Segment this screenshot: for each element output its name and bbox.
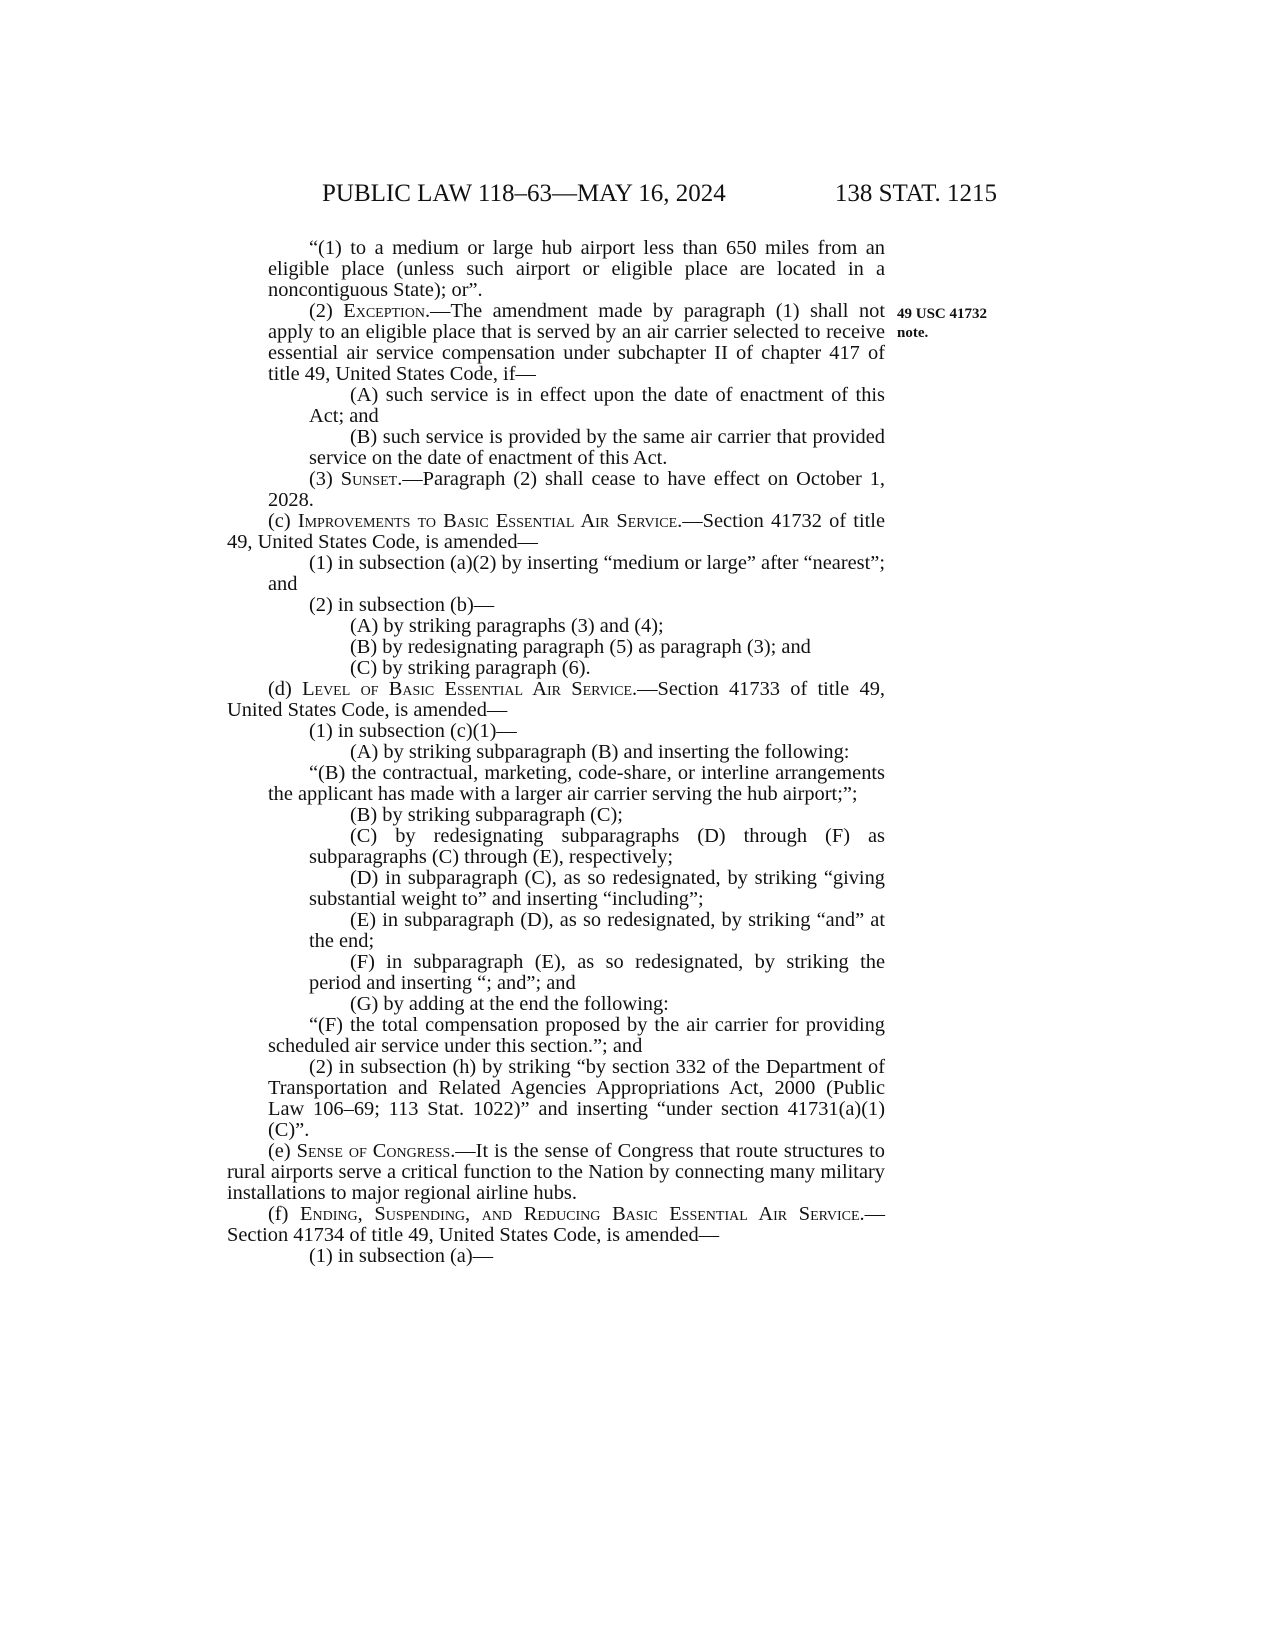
heading-text: Improvements to Basic Essential Air Service bbox=[297, 510, 678, 532]
heading-text: Sense of Congress bbox=[296, 1140, 451, 1162]
paragraph bbox=[227, 805, 885, 826]
document-body bbox=[227, 238, 885, 1267]
paragraph-text: (e) bbox=[268, 1140, 297, 1162]
paragraph-text: (B) by redesignating paragraph (5) as paragraph (3); and bbox=[350, 636, 811, 658]
running-header bbox=[0, 180, 1275, 214]
paragraph bbox=[227, 763, 885, 805]
paragraph bbox=[227, 826, 885, 868]
heading-text: Level of Basic Essential Air Service bbox=[302, 678, 633, 700]
paragraph bbox=[227, 1015, 885, 1057]
margin-note bbox=[897, 305, 987, 343]
paragraph bbox=[227, 910, 885, 952]
paragraph bbox=[227, 868, 885, 910]
page-number: 138 STAT. 1215 bbox=[834, 180, 997, 207]
paragraph bbox=[227, 679, 885, 721]
paragraph-text: (2) in subsection (b)— bbox=[309, 594, 495, 616]
paragraph bbox=[227, 1246, 885, 1267]
paragraph bbox=[227, 952, 885, 994]
paragraph-text: (3) bbox=[309, 468, 341, 490]
paragraph bbox=[227, 1204, 885, 1246]
heading-text: Exception bbox=[343, 300, 425, 322]
paragraph-text: (E) in subparagraph (D), as so redesignated, by striking “and” at the end; bbox=[309, 909, 885, 952]
paragraph-text: (A) such service is in effect upon the date of enactment of this Act; and bbox=[309, 384, 885, 427]
paragraph bbox=[227, 658, 885, 679]
paragraph bbox=[227, 469, 885, 511]
paragraph bbox=[227, 511, 885, 553]
paragraph bbox=[227, 1057, 885, 1141]
paragraph bbox=[227, 994, 885, 1015]
paragraph-text: “(1) to a medium or large hub airport less than 650 miles from an eligible place (unless such airport or eligible place are located in a noncontiguous State); or”. bbox=[268, 237, 885, 301]
paragraph-text: (c) bbox=[268, 510, 298, 532]
paragraph-text: .—It is the sense of Congress that route structures to rural airports serve a critical function to the Nation by connecting many military installations to major regional airline hubs. bbox=[227, 1140, 886, 1204]
paragraph-text: “(B) the contractual, marketing, code-share, or interline arrangements the applicant has made with a larger air carrier serving the hub airport;”; bbox=[268, 762, 885, 805]
paragraph-text: (A) by striking subparagraph (B) and inserting the following: bbox=[350, 741, 850, 763]
paragraph-text: (D) in subparagraph (C), as so redesignated, by striking “giving substantial weight to” and inserting “including”; bbox=[309, 867, 885, 910]
heading-text: Ending, Suspending, and Reducing Basic Essential Air Service bbox=[300, 1203, 860, 1225]
paragraph-text: (2) in subsection (h) by striking “by section 332 of the Department of Transportation and Related Agencies Appropriations Act, 2000 (Public Law 106–69; 113 Stat. 1022)” and inserting “under section 41731(a)(1)(C)”. bbox=[268, 1056, 885, 1141]
paragraph-text: (G) by adding at the end the following: bbox=[350, 993, 669, 1015]
paragraph-text: (1) in subsection (a)(2) by inserting “medium or large” after “nearest”; and bbox=[268, 552, 885, 595]
paragraph-text: (f) bbox=[268, 1203, 301, 1225]
paragraph bbox=[227, 1141, 885, 1204]
paragraph bbox=[227, 427, 885, 469]
paragraph bbox=[227, 721, 885, 742]
margin-note-label: note. bbox=[897, 325, 929, 341]
paragraph-text: .—Paragraph (2) shall cease to have effect on October 1, 2028. bbox=[268, 468, 886, 511]
paragraph-text: “(F) the total compensation proposed by the air carrier for providing scheduled air service under this section.”; and bbox=[268, 1014, 885, 1057]
margin-note-citation: 49 USC 41732 bbox=[897, 306, 988, 322]
paragraph-text: (C) by striking paragraph (6). bbox=[350, 657, 591, 679]
paragraph bbox=[227, 742, 885, 763]
paragraph-text: (B) by striking subparagraph (C); bbox=[350, 804, 623, 826]
paragraph-text: .—Section 41732 of title 49, United States Code, is amended— bbox=[227, 510, 885, 553]
paragraph bbox=[227, 553, 885, 595]
paragraph-text: .—Section 41733 of title 49, United States Code, is amended— bbox=[227, 678, 885, 721]
paragraph-text: (A) by striking paragraphs (3) and (4); bbox=[350, 615, 664, 637]
paragraph-text: (B) such service is provided by the same air carrier that provided service on the date of enactment of this Act. bbox=[309, 426, 885, 469]
paragraph-text: (2) bbox=[309, 300, 344, 322]
heading-text: Sunset bbox=[340, 468, 398, 490]
paragraph-text: (F) in subparagraph (E), as so redesignated, by striking the period and inserting “; and”; and bbox=[309, 951, 885, 994]
paragraph-text: .—The amendment made by paragraph (1) shall not apply to an eligible place that is served by an air carrier selected to receive essential air service compensation under subchapter II of chapter 417 of title 49, United States Code, if— bbox=[268, 300, 886, 385]
paragraph bbox=[227, 385, 885, 427]
paragraph bbox=[227, 595, 885, 616]
paragraph bbox=[227, 301, 885, 385]
paragraph-text: (1) in subsection (c)(1)— bbox=[309, 720, 517, 742]
paragraph-text: (d) bbox=[268, 678, 303, 700]
paragraph-text: .—Section 41734 of title 49, United States Code, is amended— bbox=[227, 1203, 885, 1246]
paragraph bbox=[227, 238, 885, 301]
paragraph-text: (C) by redesignating subparagraphs (D) through (F) as subparagraphs (C) through (E), respectively; bbox=[309, 825, 885, 868]
paragraph bbox=[227, 616, 885, 637]
paragraph bbox=[227, 637, 885, 658]
paragraph-text: (1) in subsection (a)— bbox=[309, 1245, 494, 1267]
header-title: PUBLIC LAW 118–63—MAY 16, 2024 bbox=[322, 180, 726, 207]
